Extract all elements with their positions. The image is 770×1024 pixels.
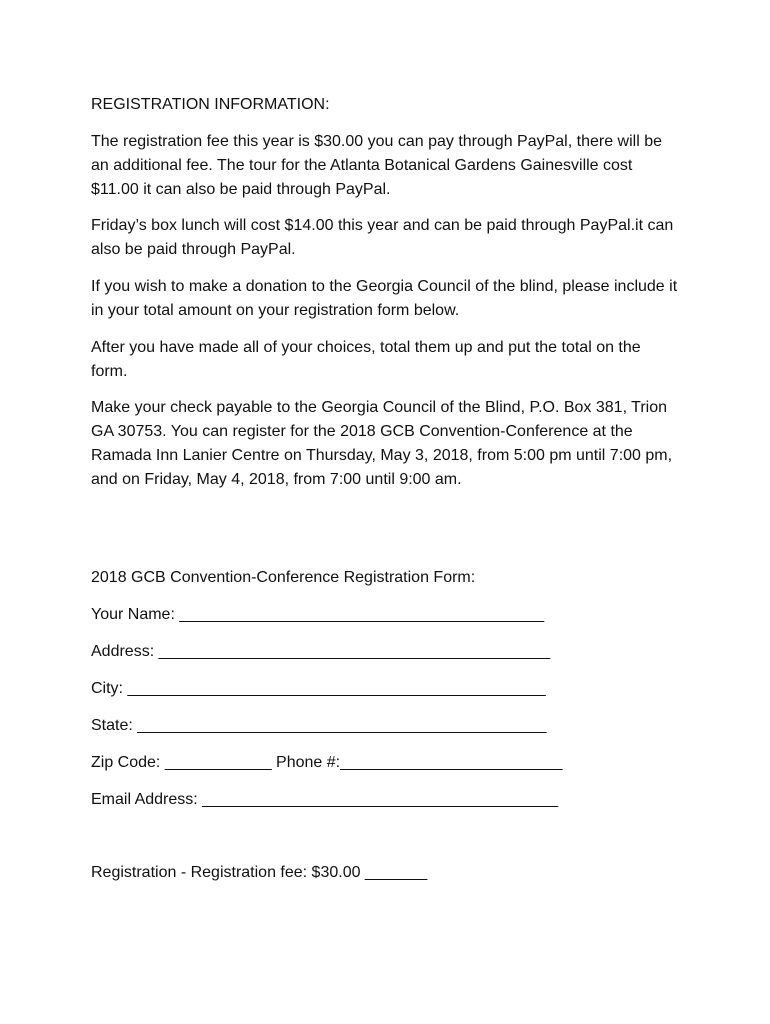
address-field-line: Address: ____________________________________________ [91,643,551,660]
zip-phone-field-line: Zip Code: ____________ Phone #:_________________________ [91,754,563,771]
fee-paragraph: The registration fee this year is $30.00 you can pay through PayPal, there will be an additional fee. The tour for the Atlanta Botanical Gardens Gainesville cost $11.00 it can also be paid through PayPal. [91,133,662,198]
form-title: 2018 GCB Convention-Conference Registration Form: [91,569,476,586]
name-field-line: Your Name: _________________________________________ [91,606,545,623]
registration-heading: REGISTRATION INFORMATION: [91,96,330,113]
email-field-line: Email Address: ________________________________________ [91,791,559,808]
registration-fee-line: Registration - Registration fee: $30.00 _______ [91,864,428,881]
state-field-line: State: ______________________________________________ [91,717,547,734]
donation-paragraph: If you wish to make a donation to the Georgia Council of the blind, please include it in your total amount on your registration form below. [91,278,678,319]
lunch-paragraph: Friday’s box lunch will cost $14.00 this year and can be paid through PayPal.it can also be paid through PayPal. [91,217,674,258]
city-field-line: City: _______________________________________________ [91,680,546,697]
payment-paragraph: Make your check payable to the Georgia Council of the Blind, P.O. Box 381, Trion GA 30753. You can register for the 2018 GCB Convention-Conference at the Ramada Inn Lanier Centre on Thursday, May 3, 2018, from 5:00 pm until 7:00 pm, and on Friday, May 4, 2018, from 7:00 until 9:00 am. [91,399,673,488]
totals-paragraph: After you have made all of your choices, total them up and put the total on the form. [91,339,641,380]
